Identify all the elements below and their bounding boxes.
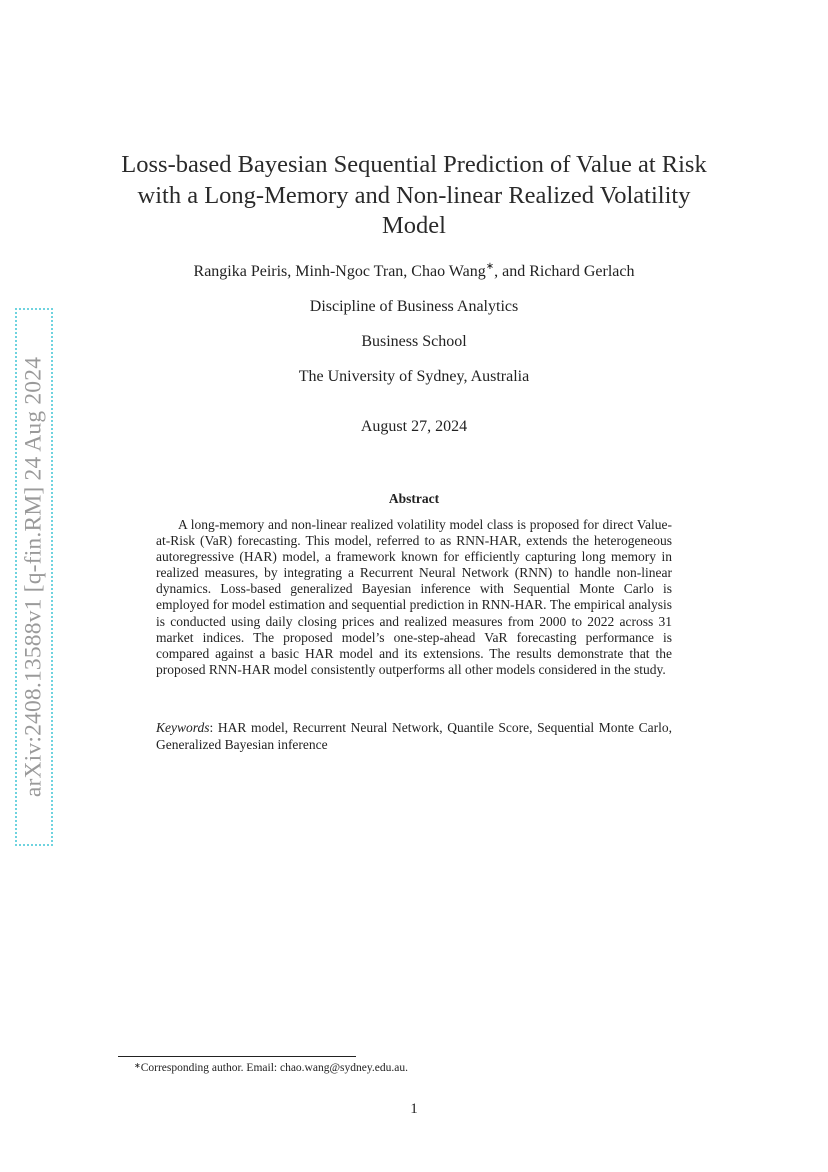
arxiv-identifier-text: arXiv:2408.13588v1 [q-fin.RM] 24 Aug 2024 bbox=[20, 356, 47, 798]
authors-before-mark: Rangika Peiris, Minh-Ngoc Tran, Chao Wang bbox=[193, 263, 486, 280]
authors-after-mark: , and Richard Gerlach bbox=[494, 263, 635, 280]
abstract-body bbox=[156, 517, 672, 678]
paper-title bbox=[100, 150, 728, 242]
footnote-mark: ∗ bbox=[134, 1061, 141, 1070]
footnote bbox=[134, 1062, 408, 1074]
affiliation-school: Business School bbox=[361, 333, 467, 350]
keywords-separator: : bbox=[209, 720, 218, 735]
author-list bbox=[100, 263, 728, 281]
footnote-divider bbox=[118, 1056, 356, 1057]
keywords-label: Keywords bbox=[156, 720, 210, 735]
title-line: Loss-based Bayesian Sequential Prediction of Value at Risk bbox=[121, 151, 707, 178]
abstract-paragraph: A long-memory and non-linear realized volatility model class is proposed for direct Value-at-Risk (VaR) forecasting. This model, referred to as RNN-HAR, extends the heterogeneous autoregressive (HAR) model, a framework known for efficiently capturing long memory in realized measures, by integrating a Recurrent Neural Network (RNN) to handle non-linear dynamics. Loss-based generalized Bayesian inference with Sequential Monte Carlo is employed for model estimation and sequential prediction in RNN-HAR. The empirical analysis is conducted using daily closing prices and realized measures from 2000 to 2022 across 31 market indices. The proposed model’s one-step-ahead VaR forecasting performance is compared against a basic HAR model and its extensions. The results demonstrate that the proposed RNN-HAR model consistently outperforms all other models considered in the study. bbox=[156, 517, 672, 677]
corresponding-author-mark: ∗ bbox=[485, 261, 495, 272]
publication-date: August 27, 2024 bbox=[360, 418, 468, 435]
title-line: with a Long-Memory and Non-linear Realized Volatility bbox=[137, 181, 691, 209]
arxiv-identifier-stamp bbox=[15, 308, 53, 846]
keywords-section bbox=[156, 720, 672, 753]
page-number: 1 bbox=[410, 1101, 418, 1117]
footnote-text: Corresponding author. Email: chao.wang@sydney.edu.au. bbox=[140, 1062, 408, 1074]
title-line: Model bbox=[382, 212, 446, 239]
affiliation-university: The University of Sydney, Australia bbox=[298, 368, 530, 385]
abstract-heading: Abstract bbox=[388, 491, 440, 506]
keywords-text: HAR model, Recurrent Neural Network, Quantile Score, Sequential Monte Carlo, Generalized Bayesian inference bbox=[156, 720, 672, 752]
affiliation-discipline: Discipline of Business Analytics bbox=[309, 298, 519, 315]
